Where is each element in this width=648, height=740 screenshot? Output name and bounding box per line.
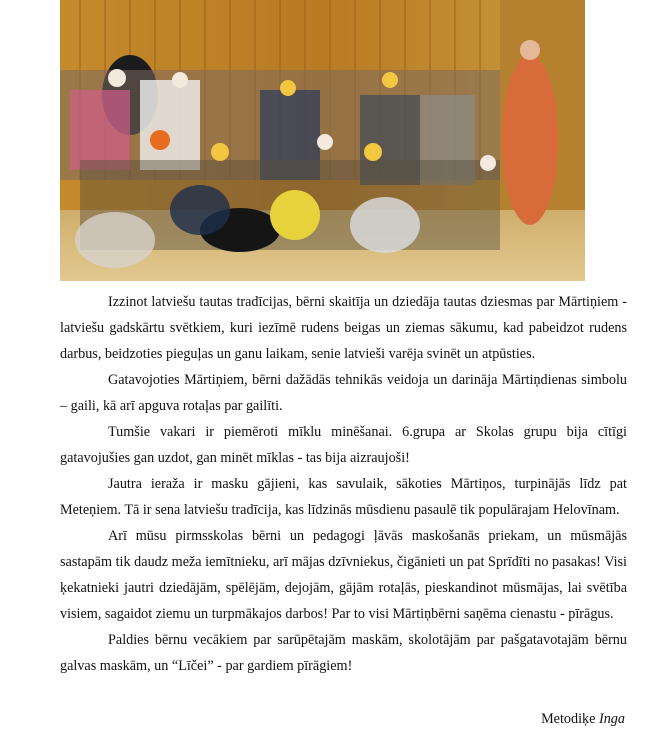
group-photo (60, 0, 585, 281)
article-body (60, 289, 627, 679)
signature-name: Inga (598, 711, 625, 727)
paragraph: Paldies bērnu vecākiem par sarūpētajām maskām, skolotājām par pašgatavotajām bērnu galvas maskām, un “Līčei” - par gardiem pīrāgiem! (60, 632, 627, 674)
signature-role: Metodiķe (541, 711, 596, 727)
paragraph: Jautra ieraža ir masku gājieni, kas savulaik, sākoties Mārtiņos, turpinājās līdz pat Meteņiem. Tā ir sena latviešu tradīcija, kas līdzinās mūsdienu pasaulē tik populārajam Helovīnam. (60, 476, 627, 518)
signature (541, 711, 625, 728)
paragraph: Arī mūsu pirmsskolas bērni un pedagogi ļāvās maskošanās priekam, un mūsmājās sastapām tik daudz meža iemītnieku, arī mājas dzīvniekus, čigānieti un pat Sprīdīti no pasakas! Visi ķekatnieki jautri dziedājām, spēlējām, dejojām, gājām rotaļās, pieskandinot mūsmājas, lai svētība visiem, sagaidot ziemu un turpmākajos darbos! Par to visi Mārtiņbērni saņēma cienastu - pīrāgus. (60, 528, 627, 622)
paragraph: Gatavojoties Mārtiņiem, bērni dažādās tehnikās veidoja un darināja Mārtiņdienas simbolu – gaili, kā arī apguva rotaļas par gailīti. (60, 372, 627, 414)
paragraph: Tumšie vakari ir piemēroti mīklu minēšanai. 6.grupa ar Skolas grupu bija cītīgi gatavojušies gan uzdot, gan minēt mīklas - tas bija aizraujoši! (60, 424, 627, 466)
photo-image (60, 0, 585, 281)
paragraph: Izzinot latviešu tautas tradīcijas, bērni skaitīja un dziedāja tautas dziesmas par Mārtiņiem - latviešu gadskārtu svētkiem, kuri iezīmē rudens beigas un ziemas sākumu, kad pabeidzot rudens darbus, beidzoties pieguļas un ganu laikam, senie latvieši varēja svinēt un atpūsties. (60, 294, 627, 362)
